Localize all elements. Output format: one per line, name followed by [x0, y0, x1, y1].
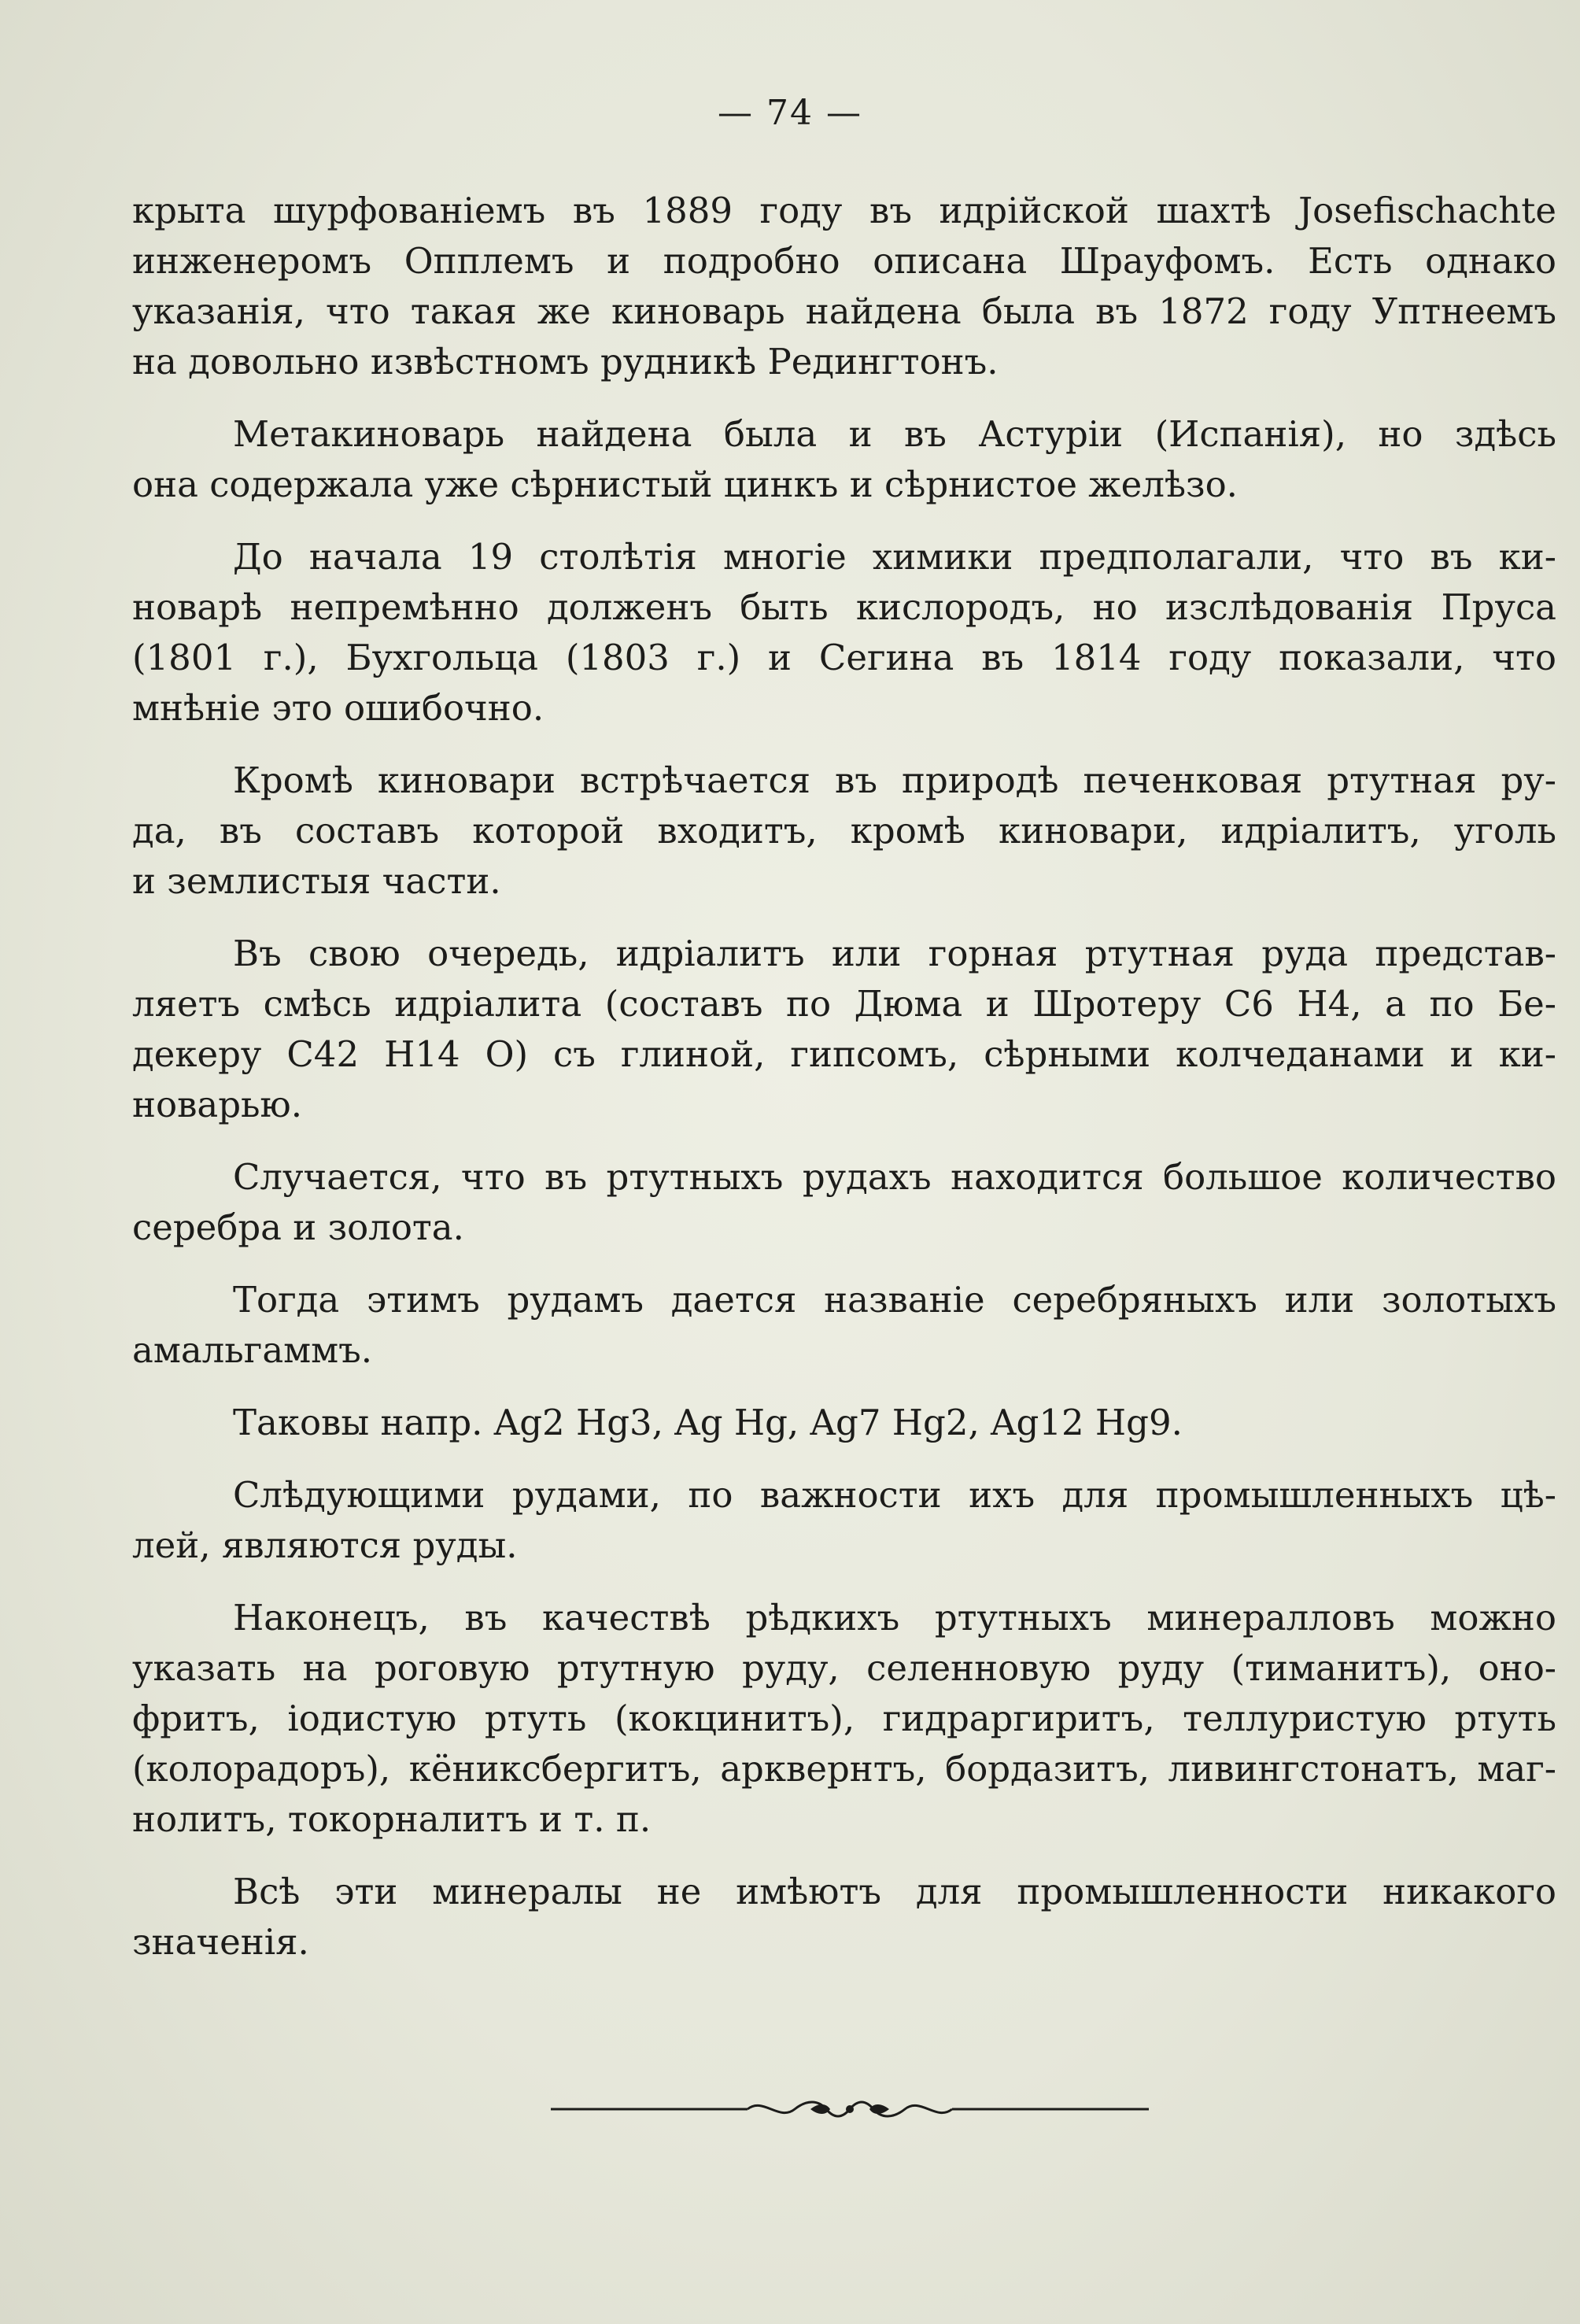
text-line: серебра и золота.	[132, 1206, 464, 1248]
page-number: — 74 —	[718, 93, 862, 133]
text-line: Слѣдующими рудами, по важности ихъ для промышленныхъ цѣ-	[233, 1474, 1556, 1516]
text-line: новарѣ непремѣнно долженъ быть кислородъ, но изслѣдованія Пруса	[132, 586, 1556, 628]
text-line: указать на роговую ртутную руду, селенновую руду (тиманитъ), оно-	[132, 1647, 1556, 1689]
text-line: нолитъ, токорналитъ и т. п.	[132, 1798, 652, 1840]
paragraph	[132, 1152, 1556, 1253]
paragraph	[132, 1275, 1556, 1376]
text-line: фритъ, іодистую ртуть (кокцинитъ), гидраргиритъ, теллуристую ртуть	[132, 1698, 1556, 1739]
paragraph	[132, 1398, 1556, 1448]
text-line: да, въ составъ которой входитъ, кромѣ киновари, идріалитъ, уголь	[132, 810, 1556, 852]
text-line: Таковы напр. Ag2 Hg3, Ag Hg, Ag7 Hg2, Ag12 Hg9.	[233, 1402, 1183, 1443]
text-line: мнѣніе это ошибочно.	[132, 687, 545, 729]
text-line: инженеромъ Опплемъ и подробно описана Шрауфомъ. Есть однако	[132, 240, 1556, 282]
decorative-flourish-icon	[551, 2086, 1149, 2133]
text-line: значенія.	[132, 1921, 309, 1963]
text-line: новарью.	[132, 1084, 303, 1125]
paragraph	[132, 532, 1556, 733]
text-line: лей, являются руды.	[132, 1524, 518, 1566]
text-line: Случается, что въ ртутныхъ рудахъ находится большое количество	[233, 1156, 1556, 1198]
text-line: До начала 19 столѣтія многіе химики предполагали, что въ ки-	[233, 536, 1556, 578]
text-line: она содержала уже сѣрнистый цинкъ и сѣрнистое желѣзо.	[132, 464, 1238, 505]
paragraph	[132, 1593, 1556, 1845]
paragraph	[132, 756, 1556, 907]
text-line: Метакиноварь найдена была и въ Астуріи (Испанія), но здѣсь	[233, 413, 1556, 455]
text-line: крыта шурфованіемъ въ 1889 году въ идрійской шахтѣ Josefischachte	[132, 190, 1556, 231]
body-text	[132, 186, 1556, 1990]
text-line: на довольно извѣстномъ рудникѣ Редингтонъ.	[132, 341, 999, 382]
text-line: и землистыя части.	[132, 860, 501, 902]
text-line: декеру C42 H14 O) съ глиной, гипсомъ, сѣрными колчеданами и ки-	[132, 1033, 1556, 1075]
text-line: Въ свою очередь, идріалитъ или горная ртутная руда представ-	[233, 933, 1556, 974]
text-line: Кромѣ киновари встрѣчается въ природѣ печенковая ртутная ру-	[233, 759, 1556, 801]
text-line: Всѣ эти минералы не имѣютъ для промышленности никакого	[233, 1871, 1556, 1912]
text-line: указанія, что такая же киноварь найдена была въ 1872 году Уптнеемъ	[132, 290, 1556, 332]
text-line: Наконецъ, въ качествѣ рѣдкихъ ртутныхъ минералловъ можно	[233, 1597, 1556, 1639]
text-line: (колорадоръ), кёниксбергитъ, арквернтъ, бордазитъ, ливингстонатъ, маг-	[132, 1748, 1556, 1790]
paragraph	[132, 409, 1556, 510]
text-line: Тогда этимъ рудамъ дается названіе серебряныхъ или золотыхъ	[233, 1279, 1556, 1321]
paragraph	[132, 1867, 1556, 1967]
paragraph	[132, 186, 1556, 387]
paragraph	[132, 1470, 1556, 1571]
text-line: ляетъ смѣсь идріалита (составъ по Дюма и Шротеру C6 H4, а по Бе-	[132, 983, 1556, 1025]
paragraph	[132, 929, 1556, 1130]
text-line: (1801 г.), Бухгольца (1803 г.) и Сегина въ 1814 году показали, что	[132, 637, 1556, 678]
text-line: амальгаммъ.	[132, 1329, 373, 1371]
